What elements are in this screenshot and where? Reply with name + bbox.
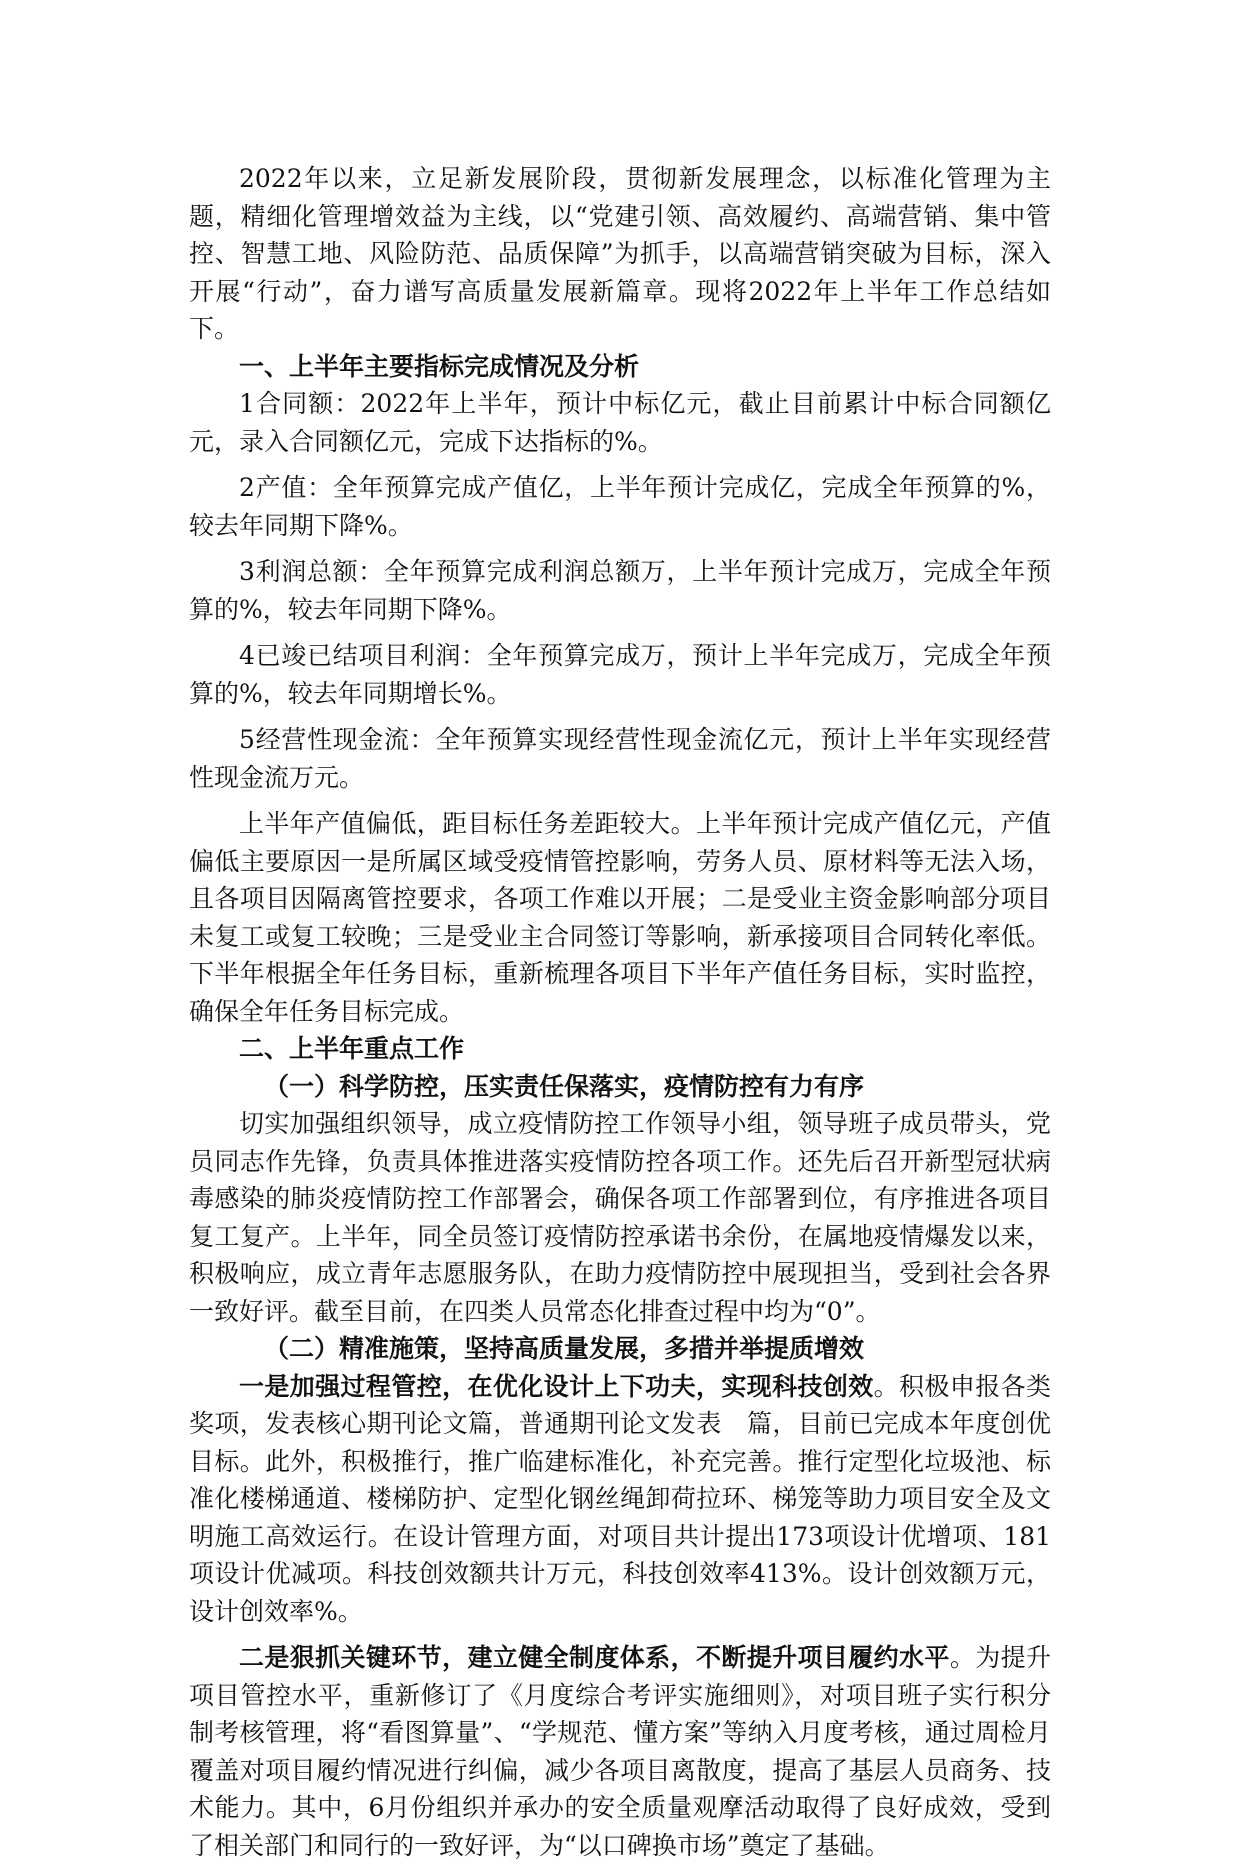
indicator-output: 2产值：全年预算完成产值亿，上半年预计完成亿，完成全年预算的%，较去年同期下降%。 <box>189 473 1051 540</box>
process-control-body: 。积极申报各类奖项，发表核心期刊论文篇，普通期刊论文发表 篇，目前已完成本年度创优目标。此外，积极推行，推广临建标准化，补充完善。推行定型化垃圾池、标准化楼梯通道、楼梯防护、定型化钢丝绳卸荷拉环、梯笼等助力项目安全及文明施工高效运行。在设计管理方面，对项目共计提出173项设计优增项、181项设计优减项。科技创效额共计万元，科技创效率413%。设计创效额万元，设计创效率%。 <box>189 1371 1051 1626</box>
subsection-heading-epidemic: （一）科学防控，压实责任保落实，疫情防控有力有序 <box>264 1071 865 1101</box>
document-page <box>189 160 1051 1864</box>
indicator-settled-profit: 4已竣已结项目利润：全年预算完成万，预计上半年完成万，完成全年预算的%，较去年同期增长%。 <box>189 641 1051 708</box>
subsection-heading-quality: （二）精准施策，坚持高质量发展，多措并举提质增效 <box>264 1334 865 1363</box>
key-links-paragraph <box>189 1639 1051 1864</box>
epidemic-paragraph: 切实加强组织领导，成立疫情防控工作领导小组，领导班子成员带头，党员同志作先锋，负责具体推进落实疫情防控各项工作。还先后召开新型冠状病毒感染的肺炎疫情防控工作部署会，确保各项工作部署到位，有序推进各项目复工复产。上半年，同全员签订疫情防控承诺书余份，在属地疫情爆发以来，积极响应，成立青年志愿服务队，在助力疫情防控中展现担当，受到社会各界一致好评。截至目前，在四类人员常态化排查过程中均为“0”。 <box>189 1109 1051 1326</box>
indicator-profit: 3利润总额：全年预算完成利润总额万，上半年预计完成万，完成全年预算的%，较去年同期下降%。 <box>189 557 1051 624</box>
key-links-lead: 二是狠抓关键环节，建立健全制度体系，不断提升项目履约水平 <box>239 1643 950 1672</box>
key-links-body: 。为提升项目管控水平，重新修订了《月度综合考评实施细则》，对项目班子实行积分制考核管理，将“看图算量”、“学规范、懂方案”等纳入月度考核，通过周检月覆盖对项目履约情况进行纠偏，减少各项目离散度，提高了基层人员商务、技术能力。其中，6月份组织并承办的安全质量观摩活动取得了良好成效，受到了相关部门和同行的一致好评，为“以口碑换市场”奠定了基础。 <box>189 1643 1051 1860</box>
indicator-contract: 1合同额：2022年上半年，预计中标亿元，截止目前累计中标合同额亿元，录入合同额亿元，完成下达指标的%。 <box>189 389 1051 456</box>
section-heading-indicators: 一、上半年主要指标完成情况及分析 <box>239 351 640 381</box>
process-control-lead: 一是加强过程管控，在优化设计上下功夫，实现科技创效 <box>239 1371 874 1401</box>
intro-paragraph: 2022年以来，立足新发展阶段，贯彻新发展理念，以标准化管理为主题，精细化管理增效益为主线，以“党建引领、高效履约、高端营销、集中管控、智慧工地、风险防范、品质保障”为抓手，以高端营销突破为目标，深入开展“行动”，奋力谱写高质量发展新篇章。现将2022年上半年工作总结如下。 <box>189 164 1051 343</box>
indicator-cash-flow: 5经营性现金流：全年预算实现经营性现金流亿元，预计上半年实现经营性现金流万元。 <box>189 725 1051 792</box>
process-control-paragraph <box>189 1368 1051 1631</box>
section-heading-key-work: 二、上半年重点工作 <box>239 1034 465 1063</box>
analysis-paragraph: 上半年产值偏低，距目标任务差距较大。上半年预计完成产值亿元，产值偏低主要原因一是所属区域受疫情管控影响，劳务人员、原材料等无法入场，且各项目因隔离管控要求，各项工作难以开展；二是受业主资金影响部分项目未复工或复工较晚；三是受业主合同签订等影响，新承接项目合同转化率低。下半年根据全年任务目标，重新梳理各项目下半年产值任务目标，实时监控，确保全年任务目标完成。 <box>189 809 1051 1026</box>
